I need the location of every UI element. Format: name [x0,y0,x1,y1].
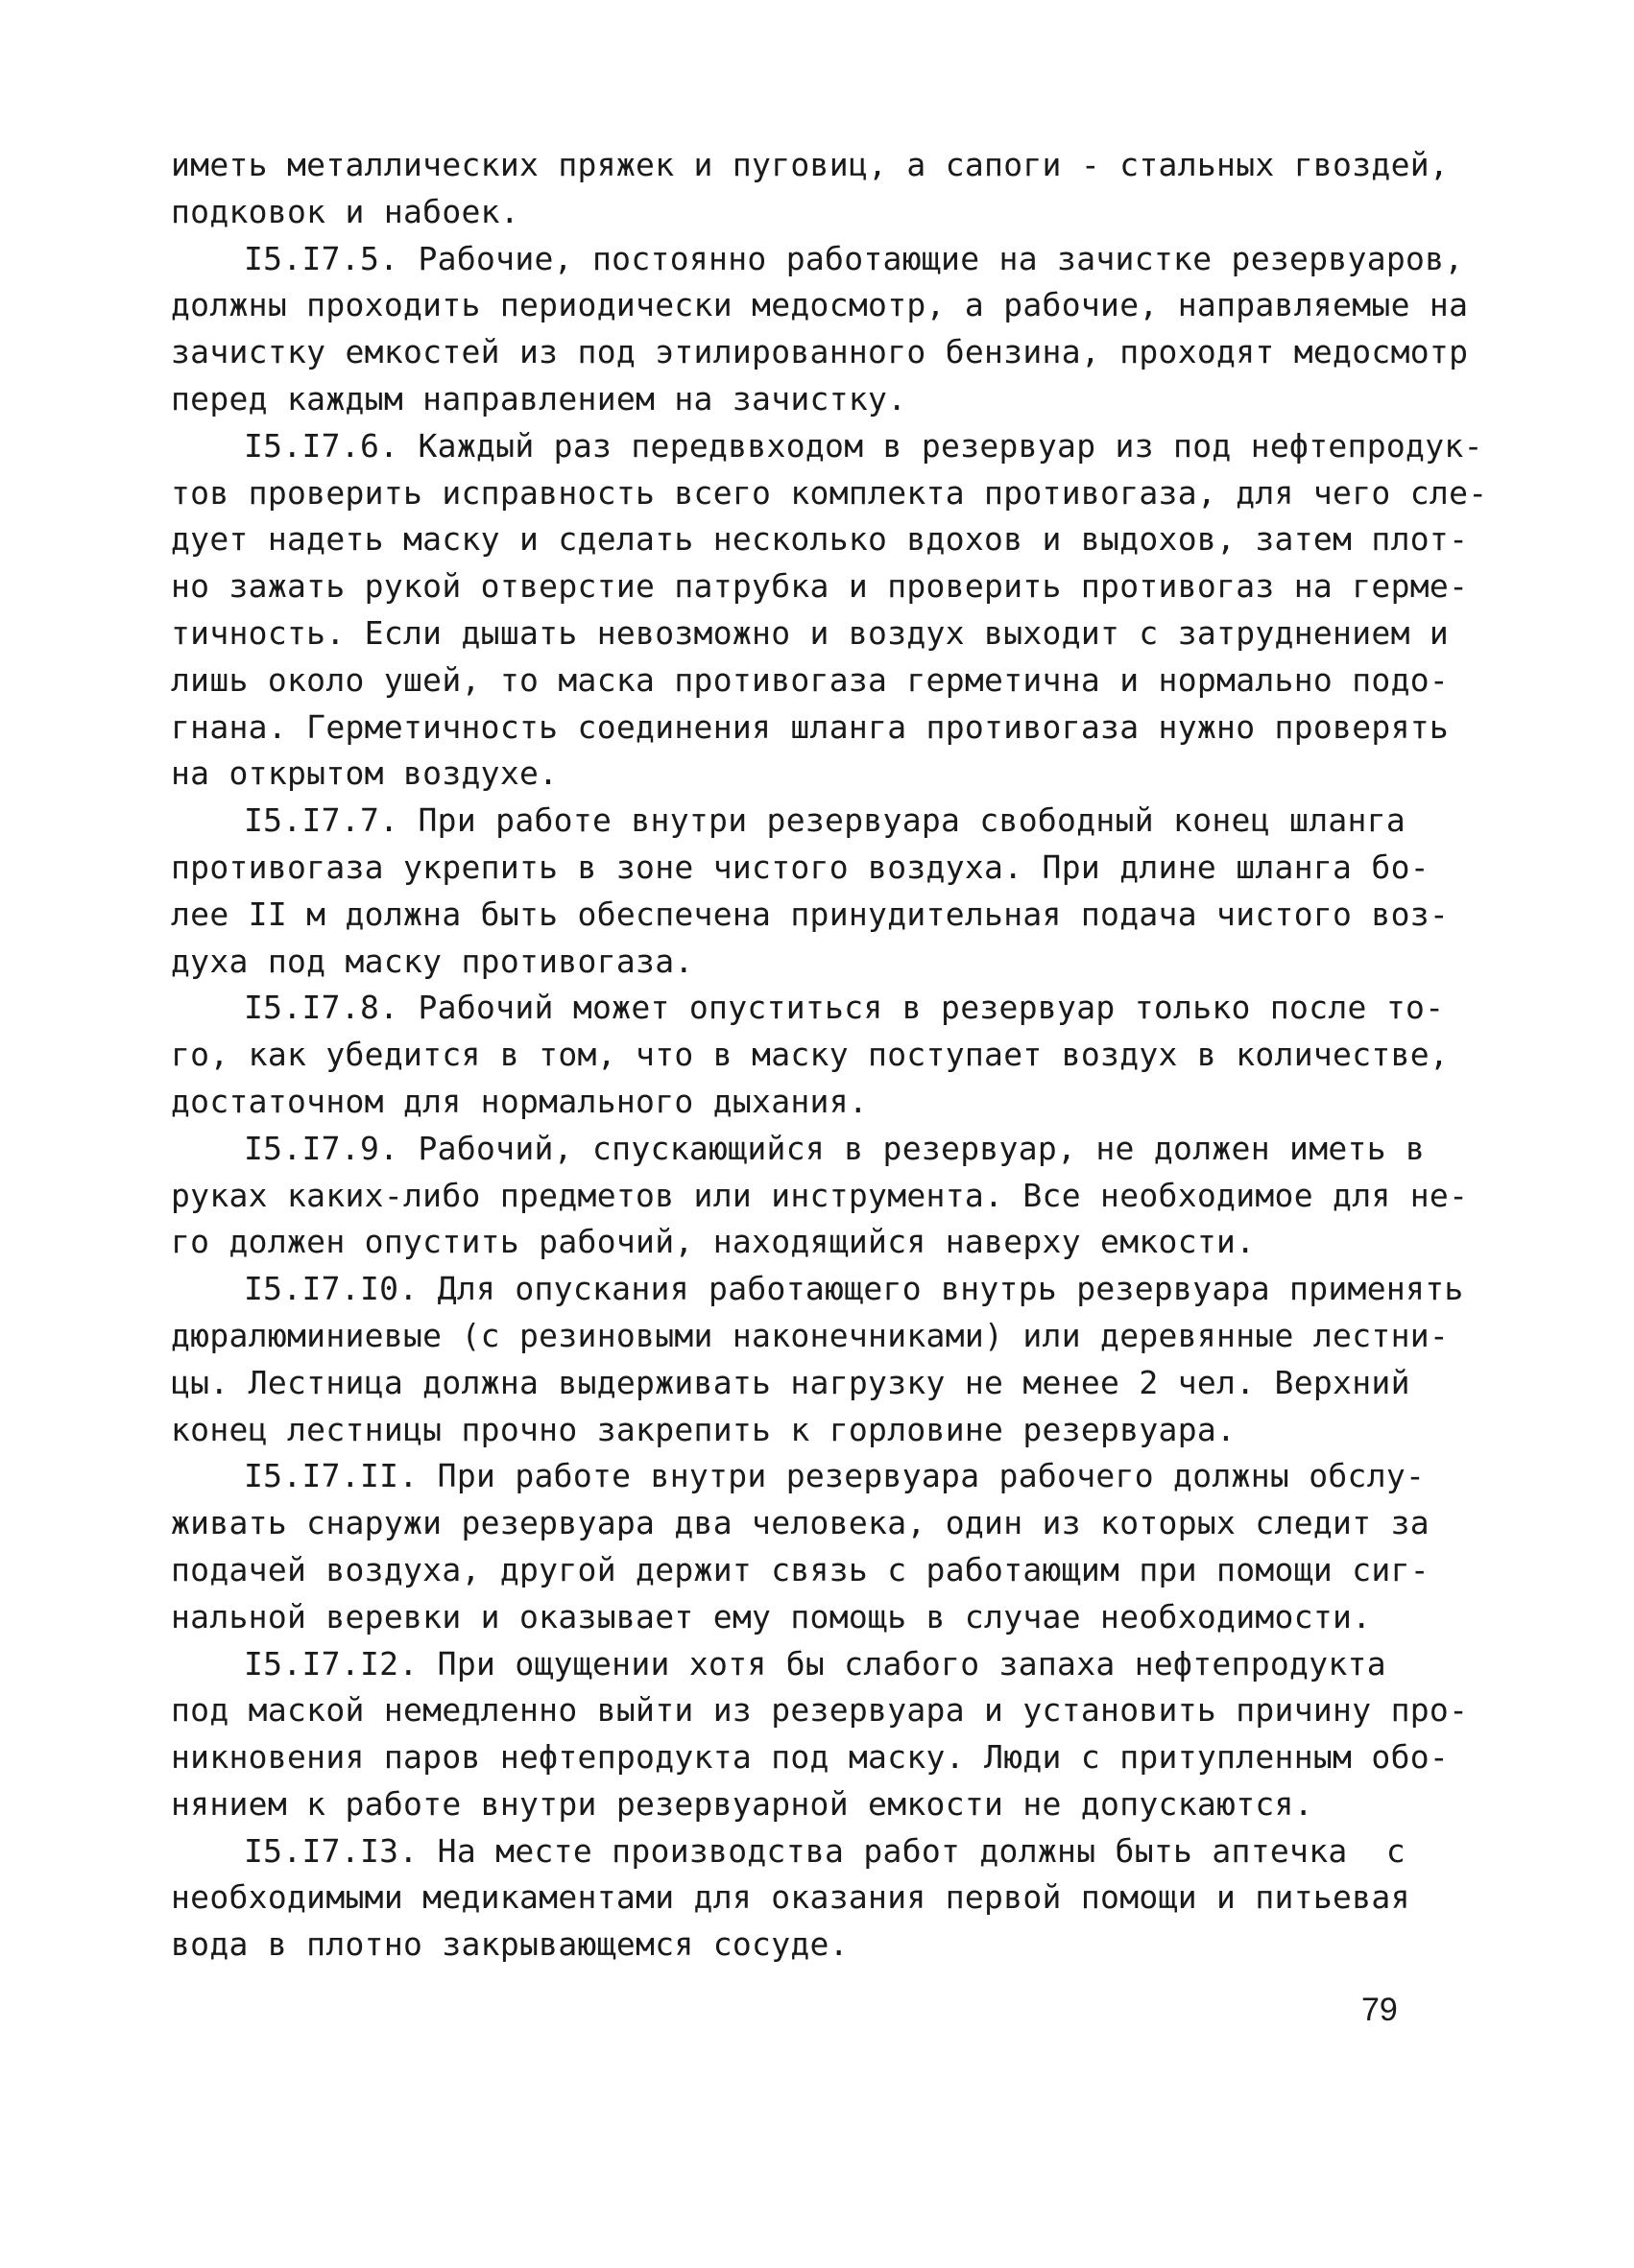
text-line: го, как убедится в том, что в маску поступает воздух в количестве, [171,1036,1450,1074]
text-line: тичность. Если дышать невозможно и воздух выходит с затруднением и [171,613,1450,652]
text-line: нальной веревки и оказывает ему помощь в случае необходимости. [171,1597,1372,1635]
text-line: на открытом воздухе. [171,754,559,793]
text-line: зачистку емкостей из под этилированного бензина, проходят медосмотр [171,333,1469,371]
paragraph-first-line: I5.I7.I2. При ощущении хотя бы слабого запаха нефтепродукта [244,1644,1386,1683]
body-text [171,142,1486,1969]
paragraph-first-line: I5.I7.6. Каждый раз передввходом в резервуар из под нефтепродук- [244,426,1483,465]
text-line: никновения паров нефтепродукта под маску. Люди с притупленным обо- [171,1738,1450,1777]
text-line: подачей воздуха, другой держит связь с работающим при помощи сиг- [171,1550,1430,1588]
paragraph-first-line: I5.I7.5. Рабочие, постоянно работающие на зачистке резервуаров, [244,239,1464,277]
text-line: подковок и набоек. [171,192,520,230]
text-line: го должен опустить рабочий, находящийся наверху емкости. [171,1223,1256,1261]
text-line: конец лестницы прочно закрепить к горловине резервуара. [171,1410,1237,1448]
paragraph-first-line: I5.I7.7. При работе внутри резервуара свободный конец шланга [244,801,1406,840]
text-line: дюралюминиевые (с резиновыми наконечниками) или деревянные лестни- [171,1316,1450,1354]
page-number: 79 [1361,1992,1398,2028]
text-line: противогаза укрепить в зоне чистого воздуха. При длине шланга бо- [171,848,1430,886]
text-line: достаточном для нормального дыхания. [171,1082,869,1120]
text-line: но зажать рукой отверстие патрубка и проверить противогаз на герме- [171,567,1469,606]
text-line: нянием к работе внутри резервуарной емкости не допускаются. [171,1784,1313,1823]
text-line: цы. Лестница должна выдерживать нагрузку не менее 2 чел. Верхний [171,1363,1410,1401]
text-line: вода в плотно закрывающемся сосуде. [171,1925,849,1964]
paragraph-first-line: I5.I7.I3. На месте производства работ должны быть аптечка с [244,1831,1406,1870]
paragraph-first-line: I5.I7.I0. Для опускания работающего внутрь резервуара применять [244,1270,1464,1308]
text-line: перед каждым направлением на зачистку. [171,379,907,418]
text-line: руках каких-либо предметов или инструмента. Все необходимое для не- [171,1176,1469,1214]
text-line: должны проходить периодически медосмотр, а рабочие, направляемые на [171,286,1469,324]
paragraph-first-line: I5.I7.II. При работе внутри резервуара рабочего должны обслу- [244,1457,1426,1495]
paragraph-first-line: I5.I7.8. Рабочий может опуститься в резервуар только после то- [244,989,1445,1027]
text-line: необходимыми медикаментами для оказания первой помощи и питьевая [171,1878,1410,1917]
text-line: гнана. Герметичность соединения шланга противогаза нужно проверять [171,707,1450,746]
text-line: духа под маску противогаза. [171,942,694,980]
text-line: живать снаружи резервуара два человека, один из которых следит за [171,1504,1430,1542]
text-line: тов проверить исправность всего комплекта противогаза, для чего сле- [171,473,1488,512]
text-line: иметь металлических пряжек и пуговиц, а сапоги - стальных гвоздей, [171,146,1450,183]
text-line: дует надеть маску и сделать несколько вдохов и выдохов, затем плот- [171,520,1469,559]
text-line: лее II м должна быть обеспечена принудительная подача чистого воз- [171,895,1450,933]
paragraph-first-line: I5.I7.9. Рабочий, спускающийся в резервуар, не должен иметь в [244,1129,1426,1167]
text-line: лишь около ушей, то маска противогаза герметична и нормально подо- [171,660,1450,699]
text-line: под маской немедленно выйти из резервуара и установить причину про- [171,1691,1469,1730]
